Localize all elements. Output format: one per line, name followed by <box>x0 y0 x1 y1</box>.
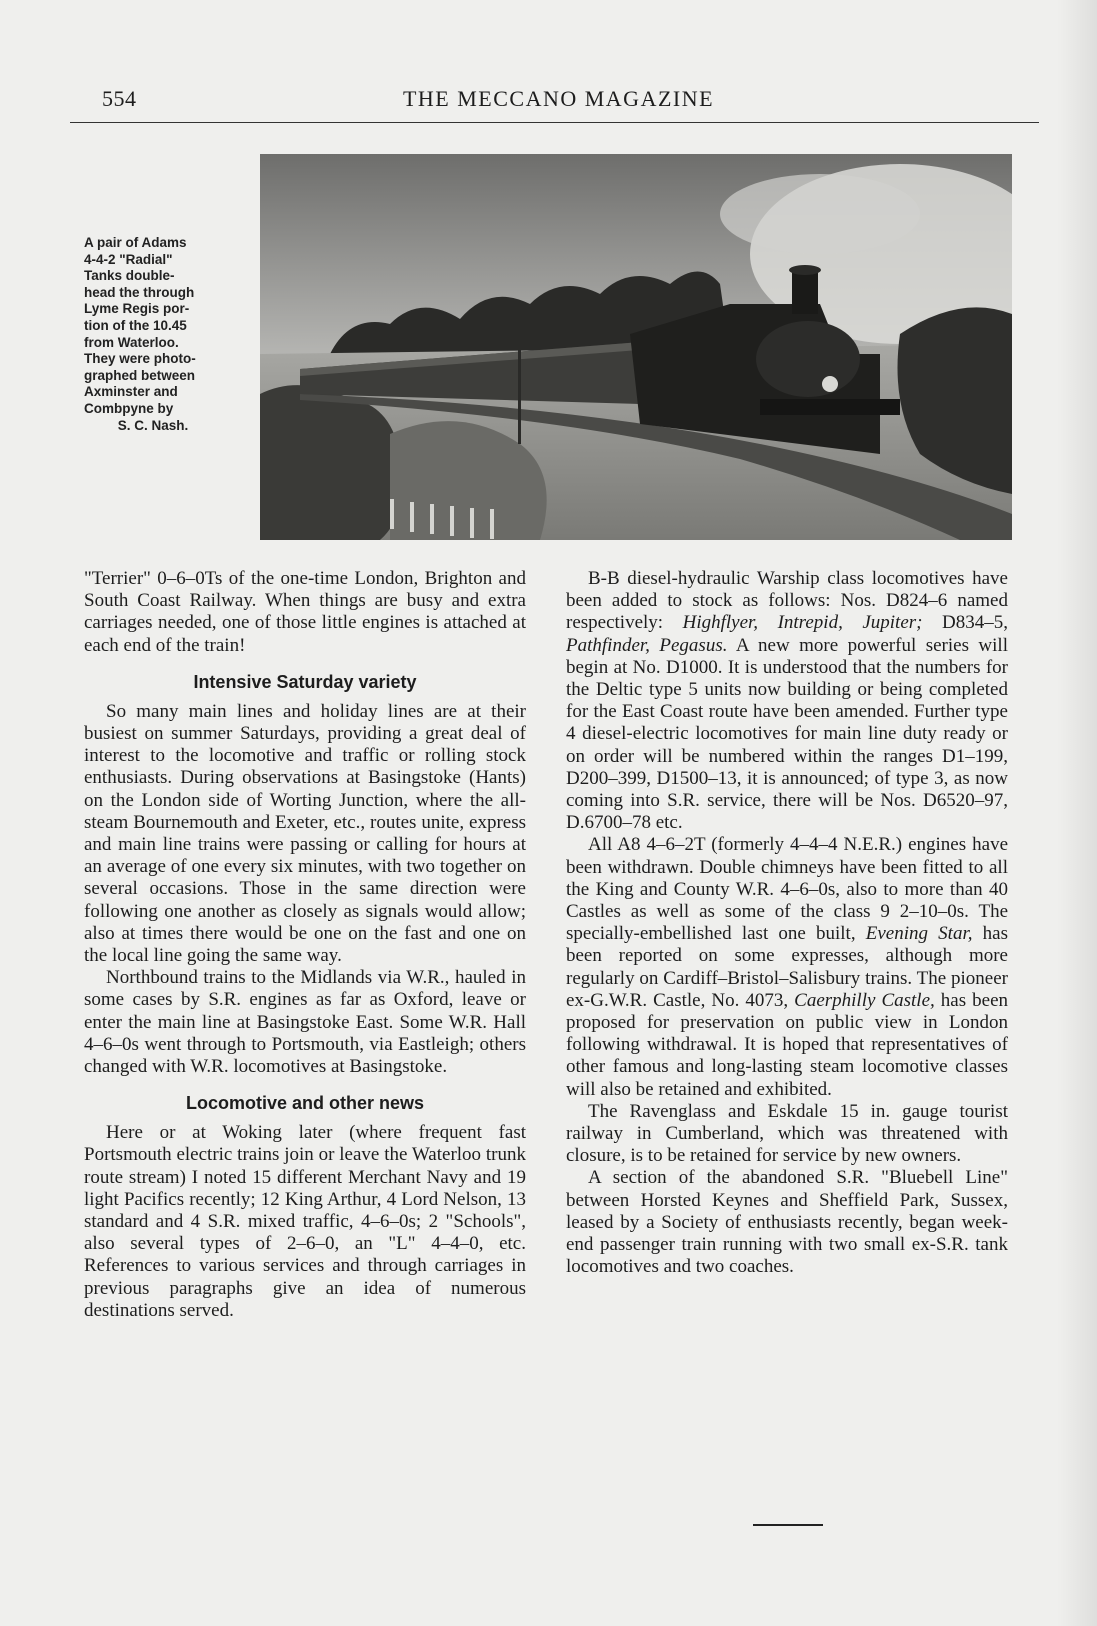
photo-smokebox <box>756 321 860 397</box>
paragraph: The Ravenglass and Eskdale 15 in. gauge tourist railway in Cumberland, which was threatened with closure, is to be retained for service by new owners. <box>566 1100 1008 1167</box>
paragraph: "Terrier" 0–6–0Ts of the one-time London, Brighton and South Coast Railway. When things are busy and extra carriages needed, one of those little engines is attached at each end of the train! <box>84 568 526 656</box>
paragraph <box>566 568 1008 834</box>
text-run: A new more powerful series will begin at No. D1000. It is understood that the numbers for the Deltic type 5 units now building or being completed for the East Coast route have been amended. Further type 4 diesel-electric locomotives for main line duty ready or on order will be numbered within the ranges D1–199, D200–399, D1500–13, it is announced; of type 3, as now coming into S.R. service, there will be Nos. D6520–97, D.6700–78 etc. <box>566 634 1008 834</box>
subheading-intensive-saturday: Intensive Saturday variety <box>193 671 417 692</box>
locomotive-names: Pathfinder, Pegasus. <box>566 634 728 656</box>
page-number: 554 <box>102 86 137 111</box>
locomotive-names: Highflyer, Intrepid, Jupiter; <box>682 612 923 634</box>
caption-line: They were photo- <box>84 351 196 367</box>
photo-chimney-cap <box>789 265 821 275</box>
paragraph: So many main lines and holiday lines are at their busiest on summer Saturdays, providing a great deal of interest to the locomotive and traffic or rolling stock enthusiasts. During observations at Basingstoke (Hants) on the London side of Worting Junction, where the all-steam Bournemouth and Exeter, etc., routes unite, express and main line trains were passing or calling for hours at an average of one every six minutes, with two together on several occasions. Those in the same direction were following one another as closely as signals would allow; also at times there would be one on the fast and one on the local line going the same way. <box>84 700 526 967</box>
caption-line: Tanks double- <box>84 268 175 284</box>
text-run: All A8 4–6–2T (formerly 4–4–4 N.E.R.) engines have been withdrawn. Double chimneys have been fitted to all the King and County W.R. 4–6–0s, also to more than 40 Castles as well as some of the class 9 2–10–0s. The specially-embellished last one built, <box>566 834 1008 945</box>
locomotive-name: Evening Star, <box>865 923 973 945</box>
photo-credit: S. C. Nash. <box>117 417 189 433</box>
photo-cloud <box>720 174 920 254</box>
text-run: B-B diesel-hydraulic Warship class locomotives have been added to stock as follows: Nos. D824–6 named respectively: <box>566 568 1008 634</box>
train-photo <box>260 154 1012 540</box>
text-run: has been reported on some expresses, although more regularly on Cardiff–Bristol–Salisbury trains. The pioneer ex-G.W.R. Castle, No. 4073, <box>566 923 1008 1011</box>
locomotive-name: Caerphilly Castle, <box>794 989 935 1011</box>
caption-line: tion of the 10.45 <box>84 317 187 333</box>
caption-line: 4-4-2 "Radial" <box>84 251 173 267</box>
subheading-locomotive-news: Locomotive and other news <box>185 1093 425 1114</box>
caption-line: from Waterloo. <box>84 334 179 350</box>
header-rule <box>70 122 1039 123</box>
caption-line: Lyme Regis por- <box>84 301 190 317</box>
text-run: has been proposed for preservation on public view in London following withdrawal. It is hoped that representatives of other famous and long-lasting steam locomotive classes will also be retained and exhibited. <box>566 989 1009 1100</box>
caption-line: head the through <box>84 284 195 300</box>
paragraph: Here or at Woking later (where frequent fast Portsmouth electric trains join or leave the Waterloo trunk route stream) I noted 15 different Merchant Navy and 19 light Pacifics recently; 12 King Arthur, 4 Lord Nelson, 13 standard and 4 S.R. mixed traffic, 4–6–0s; 2 "Schools", also several types of 2–6–0, an "L" 4–4–0, etc. References to various services and through carriages in previous paragraphs give an idea of numerous destinations served. <box>84 1122 526 1321</box>
left-column <box>84 568 526 1322</box>
page-edge-shadow <box>1057 0 1097 1626</box>
end-of-article-rule <box>753 1524 823 1526</box>
caption-line: A pair of Adams <box>84 235 187 250</box>
photo-telegraph-pole <box>518 344 521 444</box>
paragraph: A section of the abandoned S.R. "Bluebell Line" between Horsted Keynes and Sheffield Park, Sussex, leased by a Society of enthusiasts recently, began week-end passenger train running with two small ex-S.R. tank locomotives and two coaches. <box>566 1167 1008 1278</box>
magazine-title: THE MECCANO MAGAZINE <box>402 86 715 111</box>
right-column <box>566 568 1008 1279</box>
photo-buffer-beam <box>760 399 900 415</box>
photo-caption <box>84 235 222 434</box>
photo-chimney <box>792 270 818 314</box>
caption-line: Combpyne by <box>84 400 174 416</box>
page-header <box>70 86 1037 122</box>
paragraph: Northbound trains to the Midlands via W.R., hauled in some cases by S.R. engines as far as Oxford, leave or enter the main line at Basingstoke East. Some W.R. Hall 4–6–0s went through to Portsmouth, via Eastleigh; others changed with W.R. locomotives at Basingstoke. <box>84 967 526 1078</box>
photo-lamp <box>822 376 838 392</box>
text-run: D834–5, <box>922 612 1008 634</box>
caption-line: Axminster and <box>84 384 178 400</box>
caption-line: graphed between <box>84 367 196 383</box>
paragraph <box>566 834 1008 1100</box>
